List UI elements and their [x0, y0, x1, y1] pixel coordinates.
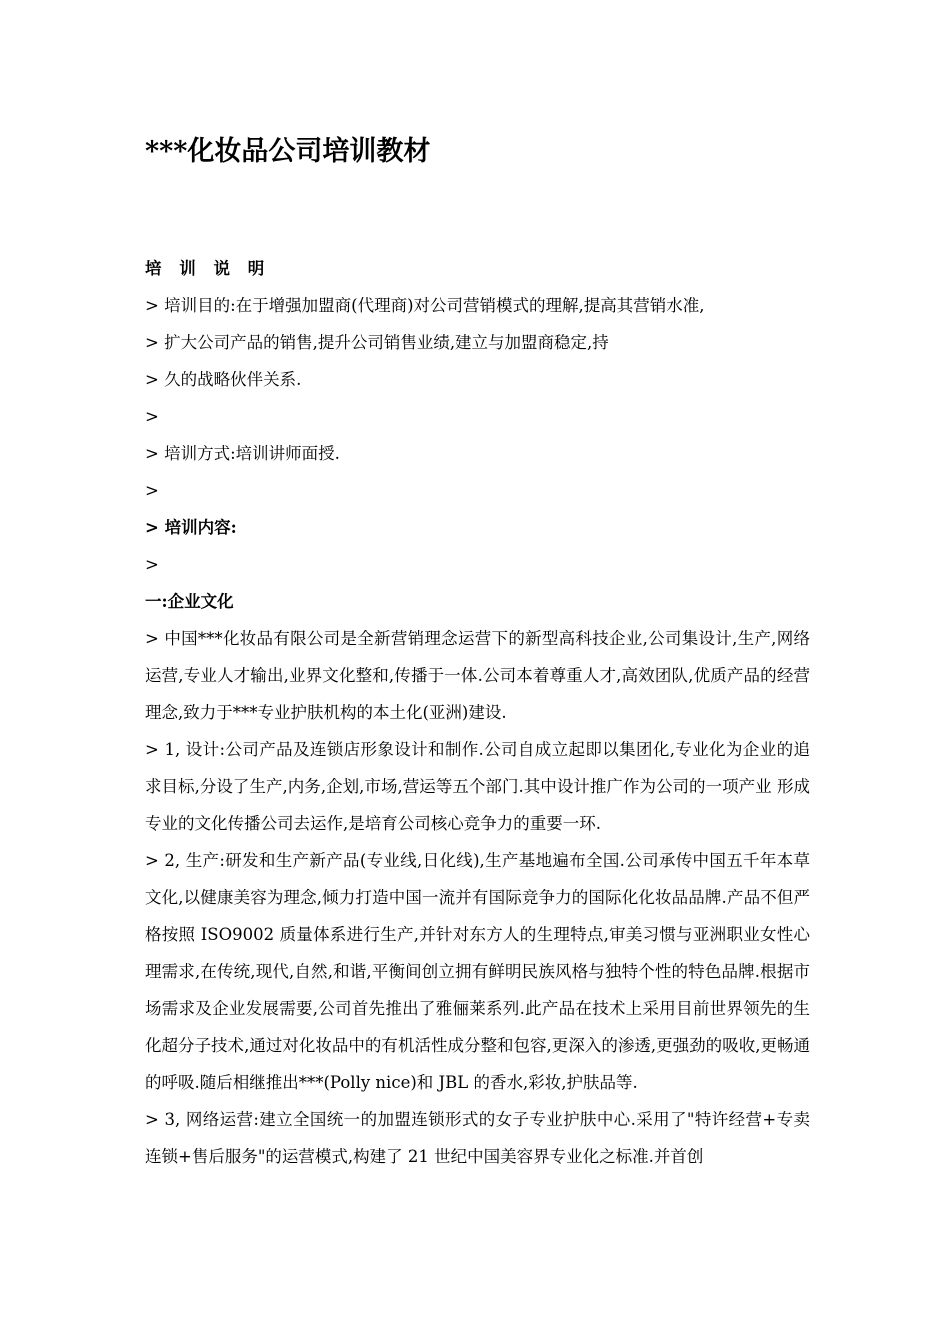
blank-marker-line: >	[145, 481, 159, 500]
intro-line: > 扩大公司产品的销售,提升公司销售业绩,建立与加盟商稳定,持	[145, 333, 609, 352]
blank-marker-line: >	[145, 555, 159, 574]
document-title: ***化妆品公司培训教材	[145, 136, 431, 167]
blank-marker-line: >	[145, 407, 159, 426]
section-heading: 培 训 说 明	[145, 259, 271, 278]
document-body	[145, 250, 810, 1175]
intro-line: > 培训目的:在于增强加盟商(代理商)对公司营销模式的理解,提高其营销水准,	[145, 296, 705, 315]
body-paragraph: > 1, 设计:公司产品及连锁店形象设计和制作.公司自成立起即以集团化,专业化为企业的追求目标,分设了生产,内务,企划,市场,营运等五个部门.其中设计推广作为公司的一项产业 形成专业的文化传播公司去运作,是培育公司核心竞争力的重要一环.	[145, 740, 810, 833]
intro-line: > 久的战略伙伴关系.	[145, 370, 302, 389]
content-heading: > 培训内容:	[145, 518, 237, 537]
body-paragraph: > 中国***化妆品有限公司是全新营销理念运营下的新型高科技企业,公司集设计,生产,网络运营,专业人才输出,业界文化整和,传播于一体.公司本着尊重人才,高效团队,优质产品的经营理念,致力于***专业护肤机构的本土化(亚洲)建设.	[145, 629, 810, 722]
body-paragraph: > 3, 网络运营:建立全国统一的加盟连锁形式的女子专业护肤中心.采用了"特许经营+专卖连锁+售后服务"的运营模式,构建了 21 世纪中国美容界专业化之标准.并首创	[145, 1110, 810, 1166]
chapter-heading: 一:企业文化	[145, 592, 234, 611]
method-line: > 培训方式:培训讲师面授.	[145, 444, 340, 463]
body-paragraph: > 2, 生产:研发和生产新产品(专业线,日化线),生产基地遍布全国.公司承传中国五千年本草文化,以健康美容为理念,倾力打造中国一流并有国际竞争力的国际化化妆品品牌.产品不但严格按照 ISO9002 质量体系进行生产,并针对东方人的生理特点,审美习惯与亚洲职业女性心理需求,在传统,现代,自然,和谐,平衡间创立拥有鲜明民族风格与独特个性的特色品牌.根据市场需求及企业发展需要,公司首先推出了雅俪莱系列.此产品在技术上采用目前世界领先的生化超分子技术,通过对化妆品中的有机活性成分整和包容,更深入的渗透,更强劲的吸收,更畅通的呼吸.随后相继推出***(Polly nice)和 JBL 的香水,彩妆,护肤品等.	[145, 851, 810, 1092]
